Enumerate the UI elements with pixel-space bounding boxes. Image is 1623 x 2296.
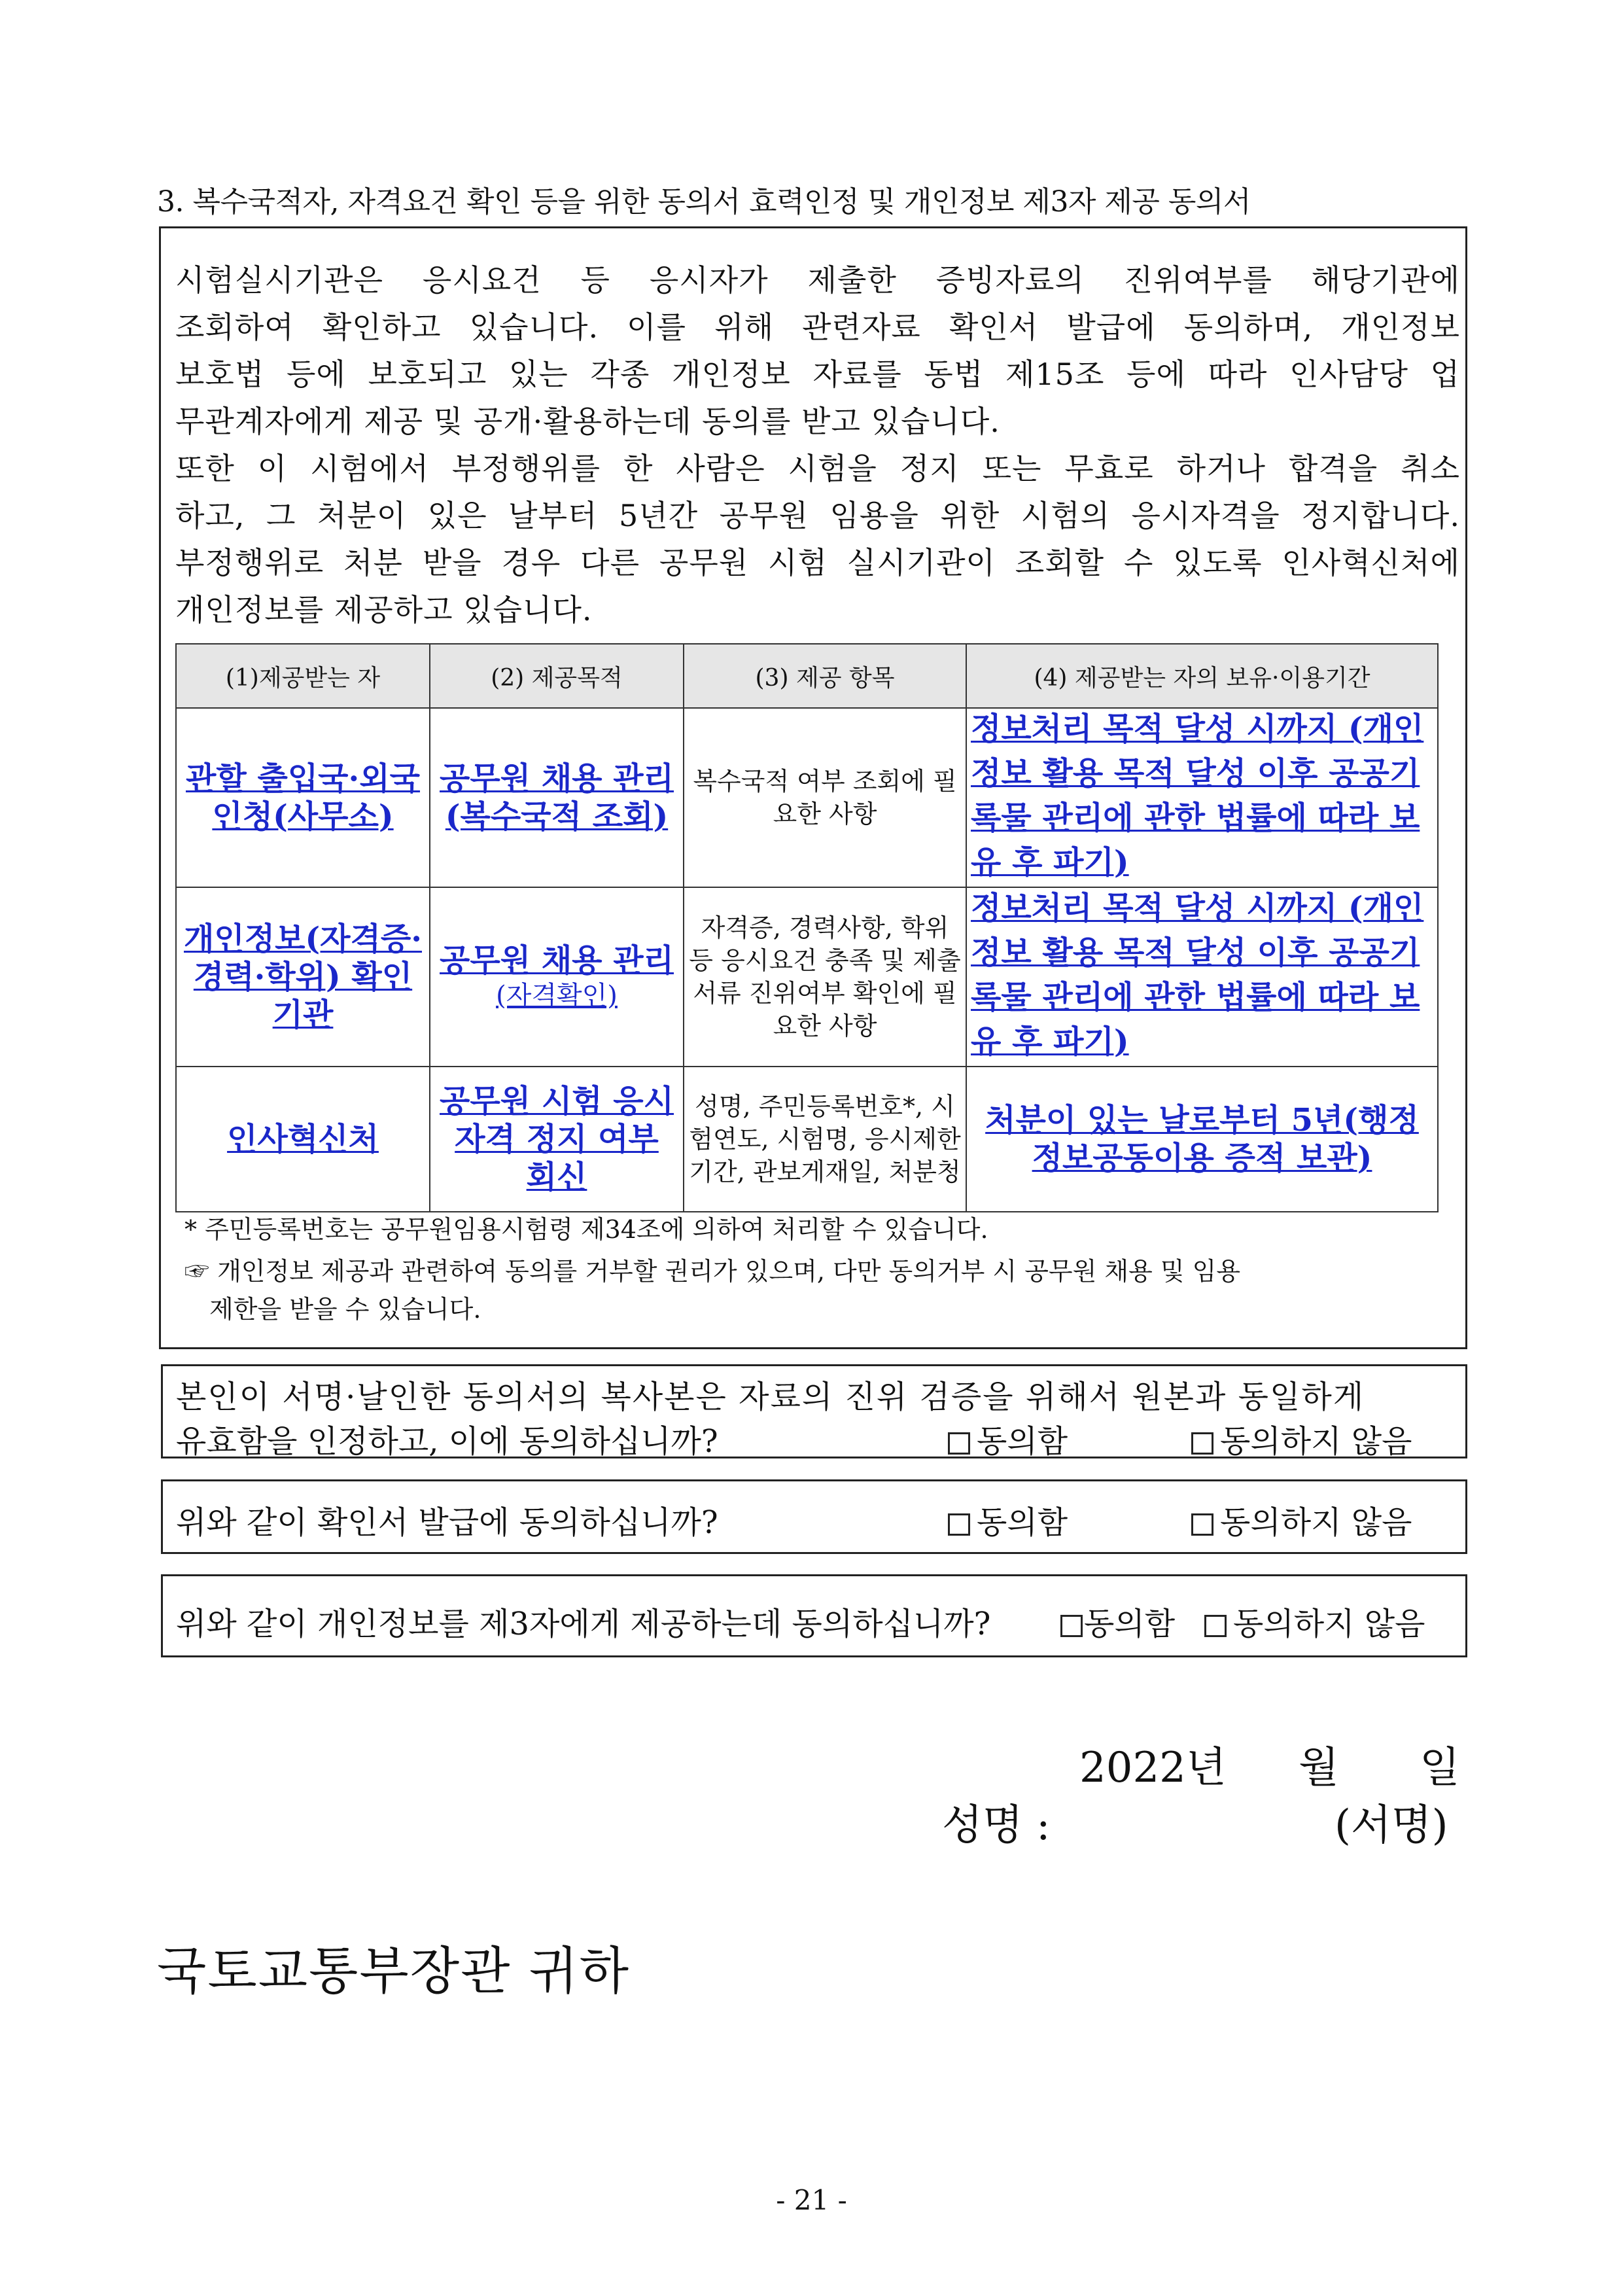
header-items: (3) 제공 항목 <box>684 644 966 708</box>
consent-copy-agree[interactable] <box>948 1416 1068 1461</box>
intro-line-1: 시험실시기관은 응시요건 등 응시자가 제출한 증빙자료의 진위여부를 해당기관에 <box>175 262 1460 298</box>
cell-recipient <box>176 1067 430 1212</box>
table-row <box>176 887 1438 1067</box>
cell-retention <box>966 1067 1438 1212</box>
header-purpose: (2) 제공목적 <box>430 644 684 708</box>
table-row <box>176 708 1438 887</box>
purpose-sub-text: (복수국적 조회) <box>445 798 669 835</box>
checkbox-icon[interactable] <box>948 1432 970 1455</box>
intro-line-2: 조회하여 확인하고 있습니다. 이를 위해 관련자료 확인서 발급에 동의하며, 개인정보 <box>175 309 1460 345</box>
checkbox-icon[interactable] <box>1191 1432 1213 1455</box>
cell-items: 복수국적 여부 조회에 필요한 사항 <box>684 708 966 887</box>
purpose-text: 공무원 시험 응시자격 정지 여부 회신 <box>440 1083 674 1195</box>
signature-sign-label: (서명) <box>1335 1801 1448 1850</box>
recipient-text: 인사혁신처 <box>227 1121 379 1157</box>
checkbox-icon[interactable] <box>1204 1615 1227 1637</box>
cell-recipient <box>176 887 430 1067</box>
cell-items: 자격증, 경력사항, 학위 등 응시요건 충족 및 제출서류 진위여부 확인에 필요한 사항 <box>684 887 966 1067</box>
agree-label: 동의함 <box>977 1504 1068 1541</box>
consent-certificate-box <box>161 1479 1467 1554</box>
consent-third-party-agree[interactable] <box>1060 1598 1175 1644</box>
disagree-label: 동의하지 않음 <box>1220 1504 1412 1541</box>
footnote-refusal-right-2: 제한을 받을 수 있습니다. <box>209 1295 481 1324</box>
table-header-row <box>176 644 1438 708</box>
retention-text: 정보처리 목적 달성 시까지 (개인정보 활용 목적 달성 이후 공공기록물 관리에 관한 법률에 따라 보유 후 파기) <box>971 711 1424 881</box>
retention-text: 처분이 있는 날로부터 5년(행정정보공동이용 증적 보관) <box>985 1102 1419 1176</box>
cell-recipient <box>176 708 430 887</box>
footnote-resident-number: * 주민등록번호는 공무원임용시험령 제34조에 의하여 처리할 수 있습니다. <box>184 1215 988 1244</box>
consent-third-party-disagree[interactable] <box>1204 1598 1425 1644</box>
consent-third-party-question: 위와 같이 개인정보를 제3자에게 제공하는데 동의하십니까? <box>176 1606 991 1642</box>
consent-third-party-box <box>161 1574 1467 1657</box>
cell-purpose <box>430 887 684 1067</box>
provision-table <box>175 643 1439 1212</box>
cell-retention <box>966 887 1438 1067</box>
purpose-sub-text: (자격확인) <box>496 981 618 1011</box>
cell-purpose <box>430 1067 684 1212</box>
consent-copy-validity-box <box>161 1364 1467 1458</box>
consent-certificate-agree[interactable] <box>948 1497 1068 1542</box>
cell-purpose <box>430 708 684 887</box>
recipient-text: 관할 출입국·외국인청(사무소) <box>186 760 420 835</box>
page-number: - 21 - <box>776 2184 847 2216</box>
intro-line-6: 하고, 그 처분이 있은 날부터 5년간 공무원 임용을 위한 시험의 응시자격을 정지합니다. <box>175 498 1460 533</box>
checkbox-icon[interactable] <box>1060 1615 1083 1637</box>
cell-items: 성명, 주민등록번호*, 시험연도, 시험명, 응시제한기간, 관보게재일, 처분청 <box>684 1067 966 1212</box>
table-row <box>176 1067 1438 1212</box>
consent-copy-disagree[interactable] <box>1191 1416 1412 1461</box>
intro-line-8: 개인정보를 제공하고 있습니다. <box>175 592 593 627</box>
signature-name-label: 성명 : <box>942 1801 1051 1850</box>
disagree-label: 동의하지 않음 <box>1220 1423 1412 1460</box>
intro-line-7: 부정행위로 처분 받을 경우 다른 공무원 시험 실시기관이 조회할 수 있도록 인사혁신처에 <box>175 545 1460 580</box>
signature-year: 2022년 <box>1079 1744 1227 1792</box>
intro-line-5: 또한 이 시험에서 부정행위를 한 사람은 시험을 정지 또는 무효로 하거나 합격을 취소 <box>175 451 1460 486</box>
agree-label: 동의함 <box>1084 1606 1176 1642</box>
addressee: 국토교통부장관 귀하 <box>157 1942 630 2001</box>
consent-certificate-disagree[interactable] <box>1191 1497 1412 1542</box>
consent-copy-question-2: 유효함을 인정하고, 이에 동의하십니까? <box>176 1423 718 1460</box>
section-title: 3. 복수국적자, 자격요건 확인 등을 위한 동의서 효력인정 및 개인정보 제3자 제공 동의서 <box>157 185 1251 219</box>
purpose-text: 공무원 채용 관리 <box>440 942 674 979</box>
intro-line-3: 보호법 등에 보호되고 있는 각종 개인정보 자료를 동법 제15조 등에 따라 인사담당 업 <box>175 357 1460 392</box>
checkbox-icon[interactable] <box>948 1513 970 1536</box>
recipient-text: 개인정보(자격증·경력·학위) 확인기관 <box>184 921 422 1033</box>
intro-line-4: 무관계자에게 제공 및 공개·활용하는데 동의를 받고 있습니다. <box>175 404 1000 439</box>
checkbox-icon[interactable] <box>1191 1513 1213 1536</box>
purpose-text: 공무원 채용 관리 <box>440 760 674 797</box>
header-retention: (4) 제공받는 자의 보유·이용기간 <box>966 644 1438 708</box>
consent-copy-question-1: 본인이 서명·날인한 동의서의 복사본은 자료의 진위 검증을 위해서 원본과 동일하게 <box>176 1379 1365 1415</box>
signature-month: 월 <box>1299 1744 1339 1792</box>
cell-retention <box>966 708 1438 887</box>
agree-label: 동의함 <box>977 1423 1068 1460</box>
disagree-label: 동의하지 않음 <box>1233 1606 1425 1642</box>
header-recipient: (1)제공받는 자 <box>176 644 430 708</box>
retention-text: 정보처리 목적 달성 시까지 (개인정보 활용 목적 달성 이후 공공기록물 관리에 관한 법률에 따라 보유 후 파기) <box>971 890 1424 1060</box>
signature-day: 일 <box>1420 1744 1460 1792</box>
consent-certificate-question: 위와 같이 확인서 발급에 동의하십니까? <box>176 1504 718 1541</box>
footnote-refusal-right-1: ☞ 개인정보 제공과 관련하여 동의를 거부할 권리가 있으며, 다만 동의거부 시 공무원 채용 및 임용 <box>184 1257 1241 1286</box>
